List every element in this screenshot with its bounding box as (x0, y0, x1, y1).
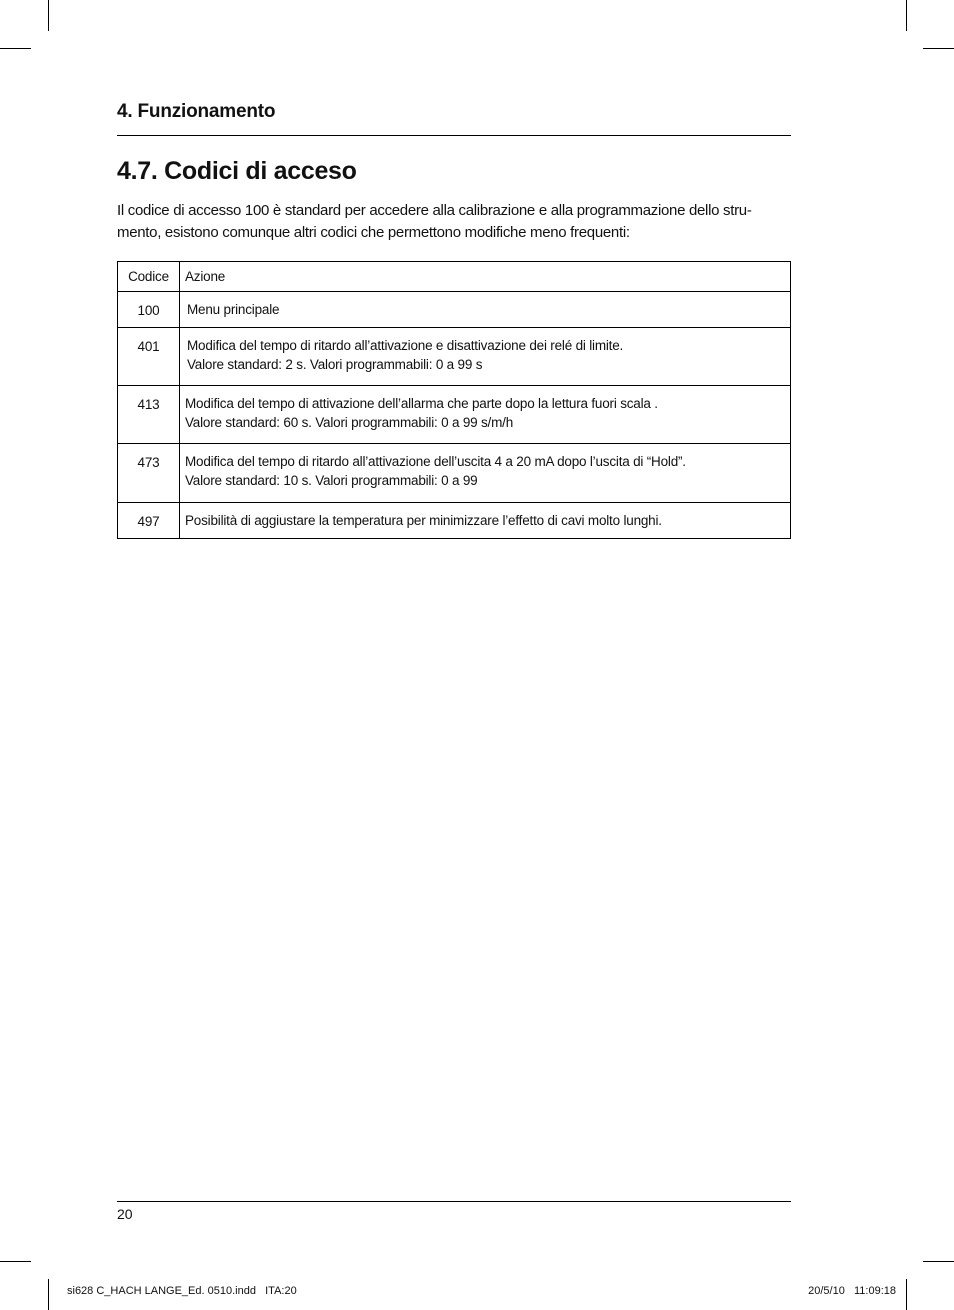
crop-mark (48, 1279, 49, 1310)
action-text: Valore standard: 60 s. Valori programmabili: 0 a 99 s/m/h (185, 415, 514, 430)
table-row (118, 386, 791, 444)
header-rule (117, 135, 791, 136)
section-title: 4.7. Codici di acceso (117, 157, 357, 185)
access-codes-table (117, 261, 791, 539)
chapter-heading: 4. Funzionamento (117, 101, 276, 122)
code-value: 473 (137, 455, 160, 470)
crop-mark (906, 0, 907, 31)
code-cell (118, 292, 180, 328)
action-text: Valore standard: 2 s. Valori programmabili: 0 a 99 s (187, 357, 483, 372)
intro-line: mento, esistono comunque altri codici che permettono modifiche meno frequenti: (117, 224, 630, 241)
crop-mark (906, 1279, 907, 1310)
table-row (118, 292, 791, 328)
print-timestamp: 20/5/10 11:09:18 (808, 1285, 896, 1297)
table-row (118, 444, 791, 503)
crop-mark (0, 1261, 31, 1262)
code-cell (118, 444, 180, 503)
column-header-code: Codice (118, 262, 180, 292)
table-row (118, 503, 791, 539)
action-text: Posibilità di aggiustare la temperatura per minimizzare l’effetto di cavi molto lunghi. (185, 513, 662, 528)
action-cell (180, 292, 791, 328)
intro-paragraph (117, 200, 793, 244)
action-cell (180, 386, 791, 444)
print-file-info: si628 C_HACH LANGE_Ed. 0510.indd ITA:20 (67, 1285, 297, 1297)
intro-line: Il codice di accesso 100 è standard per accedere alla calibrazione e alla programmazione dello stru- (117, 202, 752, 219)
code-value: 401 (137, 339, 160, 354)
action-text: Modifica del tempo di ritardo all’attivazione e disattivazione dei relé di limite. (187, 338, 624, 353)
action-text: Modifica del tempo di attivazione dell’allarma che parte dopo la lettura fuori scala . (185, 396, 658, 411)
crop-mark (923, 1261, 954, 1262)
column-header-action: Azione (180, 262, 791, 292)
code-cell (118, 386, 180, 444)
footer-rule (117, 1201, 791, 1202)
code-cell (118, 328, 180, 386)
action-text: Valore standard: 10 s. Valori programmabili: 0 a 99 (185, 473, 478, 488)
action-text: Modifica del tempo di ritardo all’attivazione dell’uscita 4 a 20 mA dopo l’uscita di “Hold”. (185, 454, 686, 469)
crop-mark (0, 48, 31, 49)
code-value: 497 (137, 514, 160, 529)
action-text: Menu principale (187, 302, 280, 317)
code-value: 100 (137, 303, 160, 318)
action-cell (180, 444, 791, 503)
action-cell (180, 328, 791, 386)
crop-mark (48, 0, 49, 31)
page-number: 20 (117, 1206, 133, 1222)
crop-mark (923, 48, 954, 49)
table-row (118, 328, 791, 386)
code-cell (118, 503, 180, 539)
code-value: 413 (137, 397, 160, 412)
action-cell (180, 503, 791, 539)
table-header-row (118, 262, 791, 292)
